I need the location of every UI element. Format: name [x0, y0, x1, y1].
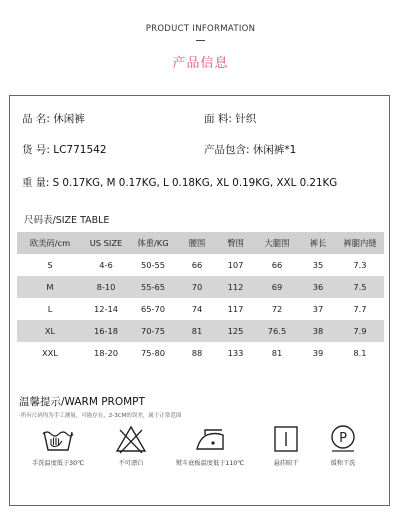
svg-text:P: P [339, 431, 347, 446]
table-cell: 37 [312, 304, 324, 314]
table-cell: 66 [191, 260, 203, 270]
table-cell: 35 [312, 260, 324, 270]
table-cell: 112 [217, 276, 254, 298]
section-title-en: PRODUCT INFORMATION [145, 24, 256, 34]
table-cell: 88 [191, 348, 203, 358]
table-cell: 75-80 [140, 348, 166, 358]
size-table [17, 232, 384, 364]
header-eu-size: 欧美码/cm [17, 232, 83, 254]
table-cell: 107 [227, 260, 244, 270]
table-cell: 38 [300, 320, 336, 342]
table-cell: 36 [300, 276, 336, 298]
title-divider [196, 40, 205, 41]
package-row [204, 142, 296, 157]
care-item-hand-wash [23, 424, 93, 467]
table-cell: 117 [227, 304, 244, 314]
table-row [17, 254, 384, 276]
header-weight: 体重/KG [129, 232, 177, 254]
table-row [17, 298, 384, 320]
item-code-row [22, 142, 107, 157]
table-cell: 133 [227, 348, 244, 358]
care-label: 缓和干洗 [330, 460, 356, 467]
section-title-cn: 产品信息 [172, 56, 229, 71]
item-code-value: LC771542 [53, 144, 107, 156]
care-item-dry-clean [308, 424, 378, 467]
table-row [17, 320, 384, 342]
table-cell: 50-55 [140, 260, 166, 270]
product-name-label: 品 名: [22, 113, 50, 125]
table-cell: 74 [191, 304, 203, 314]
table-row [17, 276, 384, 298]
table-cell: 7.7 [353, 304, 367, 314]
header-us-size: US SIZE [83, 232, 129, 254]
warm-prompt-title: 温馨提示/WARM PROMPT [19, 396, 145, 408]
warm-prompt-note: ·所有尺码均为手工测量，可能存在，2-3CM的误差，属于正常范围 [19, 413, 182, 419]
care-label: 不可漂白 [118, 460, 144, 467]
table-cell: M [17, 276, 83, 298]
table-cell: XL [17, 320, 83, 342]
table-cell: 55-65 [129, 276, 177, 298]
table-cell: 18-20 [93, 348, 119, 358]
package-value: 休闲裤*1 [252, 144, 297, 156]
table-cell: 16-18 [83, 320, 129, 342]
table-cell: 7.3 [353, 260, 367, 270]
table-cell: 8-10 [83, 276, 129, 298]
package-label: 产品包含: [204, 144, 250, 156]
table-cell: 8.1 [353, 348, 367, 358]
care-label: 悬挂晾干 [273, 460, 299, 467]
no-bleach-icon [114, 424, 148, 454]
table-cell: L [47, 304, 53, 314]
header-waist: 腰围 [177, 232, 217, 254]
iron-low-icon [193, 424, 227, 454]
header-thigh: 大腿围 [254, 232, 300, 254]
table-cell: 65-70 [140, 304, 166, 314]
fabric-row [204, 111, 256, 126]
hand-wash-icon [41, 424, 75, 454]
table-cell: 39 [312, 348, 324, 358]
table-cell: 66 [271, 260, 283, 270]
table-cell: 69 [254, 276, 300, 298]
header-length: 裤长 [300, 232, 336, 254]
table-cell: S [47, 260, 53, 270]
weight-label: 重 量: [22, 177, 50, 189]
table-cell: 7.9 [336, 320, 384, 342]
header-hip: 臀围 [217, 232, 254, 254]
table-cell: 70 [177, 276, 217, 298]
care-label: 手洗温度低于30℃ [32, 460, 84, 467]
table-cell: 72 [271, 304, 283, 314]
item-code-label: 货 号: [22, 144, 50, 156]
table-cell: XXL [42, 348, 58, 358]
product-name-value: 休闲裤 [53, 113, 85, 125]
table-cell: 81 [271, 348, 283, 358]
fabric-label: 面 料: [204, 113, 232, 125]
dry-clean-p-icon [326, 424, 360, 454]
table-row [17, 342, 384, 364]
header-inseam: 裤腿内缝 [336, 232, 384, 254]
table-cell: 12-14 [93, 304, 119, 314]
size-table-title: 尺码表/SIZE TABLE [24, 215, 110, 226]
table-cell: 70-75 [129, 320, 177, 342]
fabric-value: 针织 [235, 113, 257, 125]
product-name-row [22, 111, 85, 126]
size-table-header-row [17, 232, 384, 254]
care-item-iron [175, 424, 245, 467]
weight-value: S 0.17KG, M 0.17KG, L 0.18KG, XL 0.19KG, XXL 0.21KG [52, 177, 338, 189]
care-item-no-bleach [96, 424, 166, 467]
hang-dry-icon [269, 424, 303, 454]
table-cell: 81 [177, 320, 217, 342]
care-label: 熨斗底板温度低于110℃ [175, 460, 245, 467]
table-cell: 4-6 [99, 260, 113, 270]
table-cell: 125 [217, 320, 254, 342]
weight-row [22, 174, 337, 189]
table-cell: 76.5 [254, 320, 300, 342]
table-cell: 7.5 [336, 276, 384, 298]
